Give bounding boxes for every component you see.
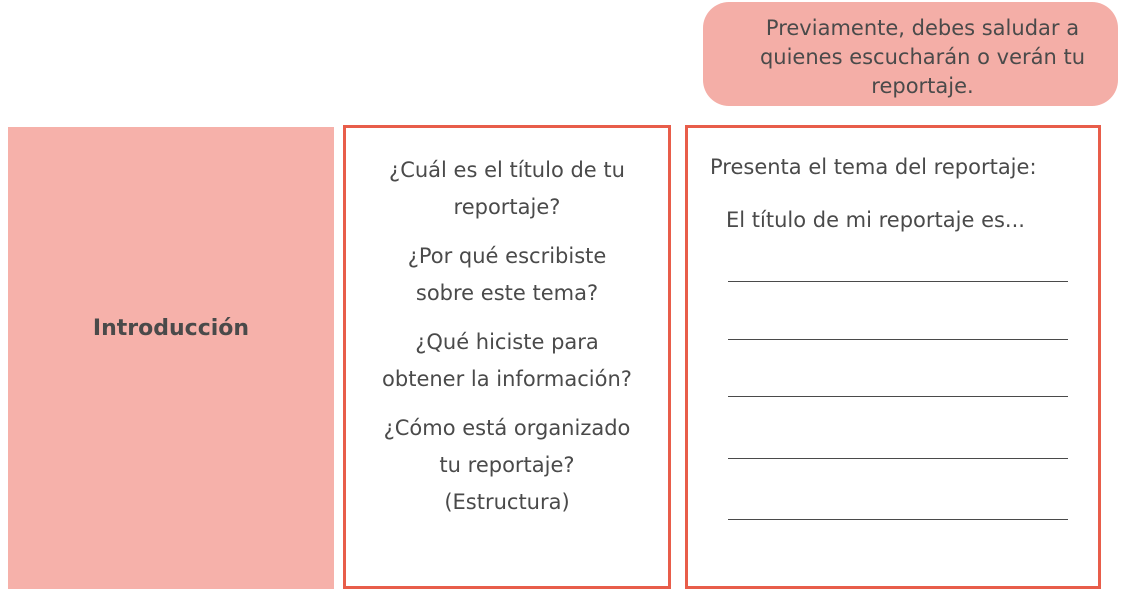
- instruction-note: [703, 2, 1118, 106]
- question-line: ¿Qué hiciste para: [415, 330, 599, 354]
- section-title: Introducción: [92, 315, 250, 341]
- guide-question: [362, 324, 652, 398]
- question-line: tu reportaje?: [439, 453, 575, 477]
- guide-question: [362, 152, 652, 226]
- section-label-cell: [8, 127, 334, 589]
- answer-prompt: El título de mi reportaje es...: [726, 208, 1025, 232]
- question-line: reportaje?: [453, 195, 561, 219]
- note-line: reportaje.: [871, 74, 974, 98]
- question-line: obtener la información?: [382, 367, 632, 391]
- answer-cell: [685, 125, 1101, 589]
- guide-question: [362, 410, 652, 521]
- blank-writing-line[interactable]: [728, 519, 1068, 520]
- note-line: Previamente, debes saludar a: [765, 16, 1080, 40]
- blank-writing-line[interactable]: [728, 458, 1068, 459]
- blank-writing-line[interactable]: [728, 281, 1068, 282]
- question-line: ¿Cuál es el título de tu: [389, 158, 625, 182]
- question-line: (Estructura): [444, 490, 570, 514]
- note-line: quienes escucharán o verán tu: [759, 45, 1086, 69]
- question-line: sobre este tema?: [415, 281, 599, 305]
- guide-questions-cell: [343, 125, 671, 589]
- answer-heading: Presenta el tema del reportaje:: [710, 155, 1037, 179]
- blank-writing-line[interactable]: [728, 339, 1068, 340]
- question-line: ¿Cómo está organizado: [383, 416, 631, 440]
- blank-writing-line[interactable]: [728, 396, 1068, 397]
- question-line: ¿Por qué escribiste: [407, 244, 607, 268]
- guide-question: [362, 238, 652, 312]
